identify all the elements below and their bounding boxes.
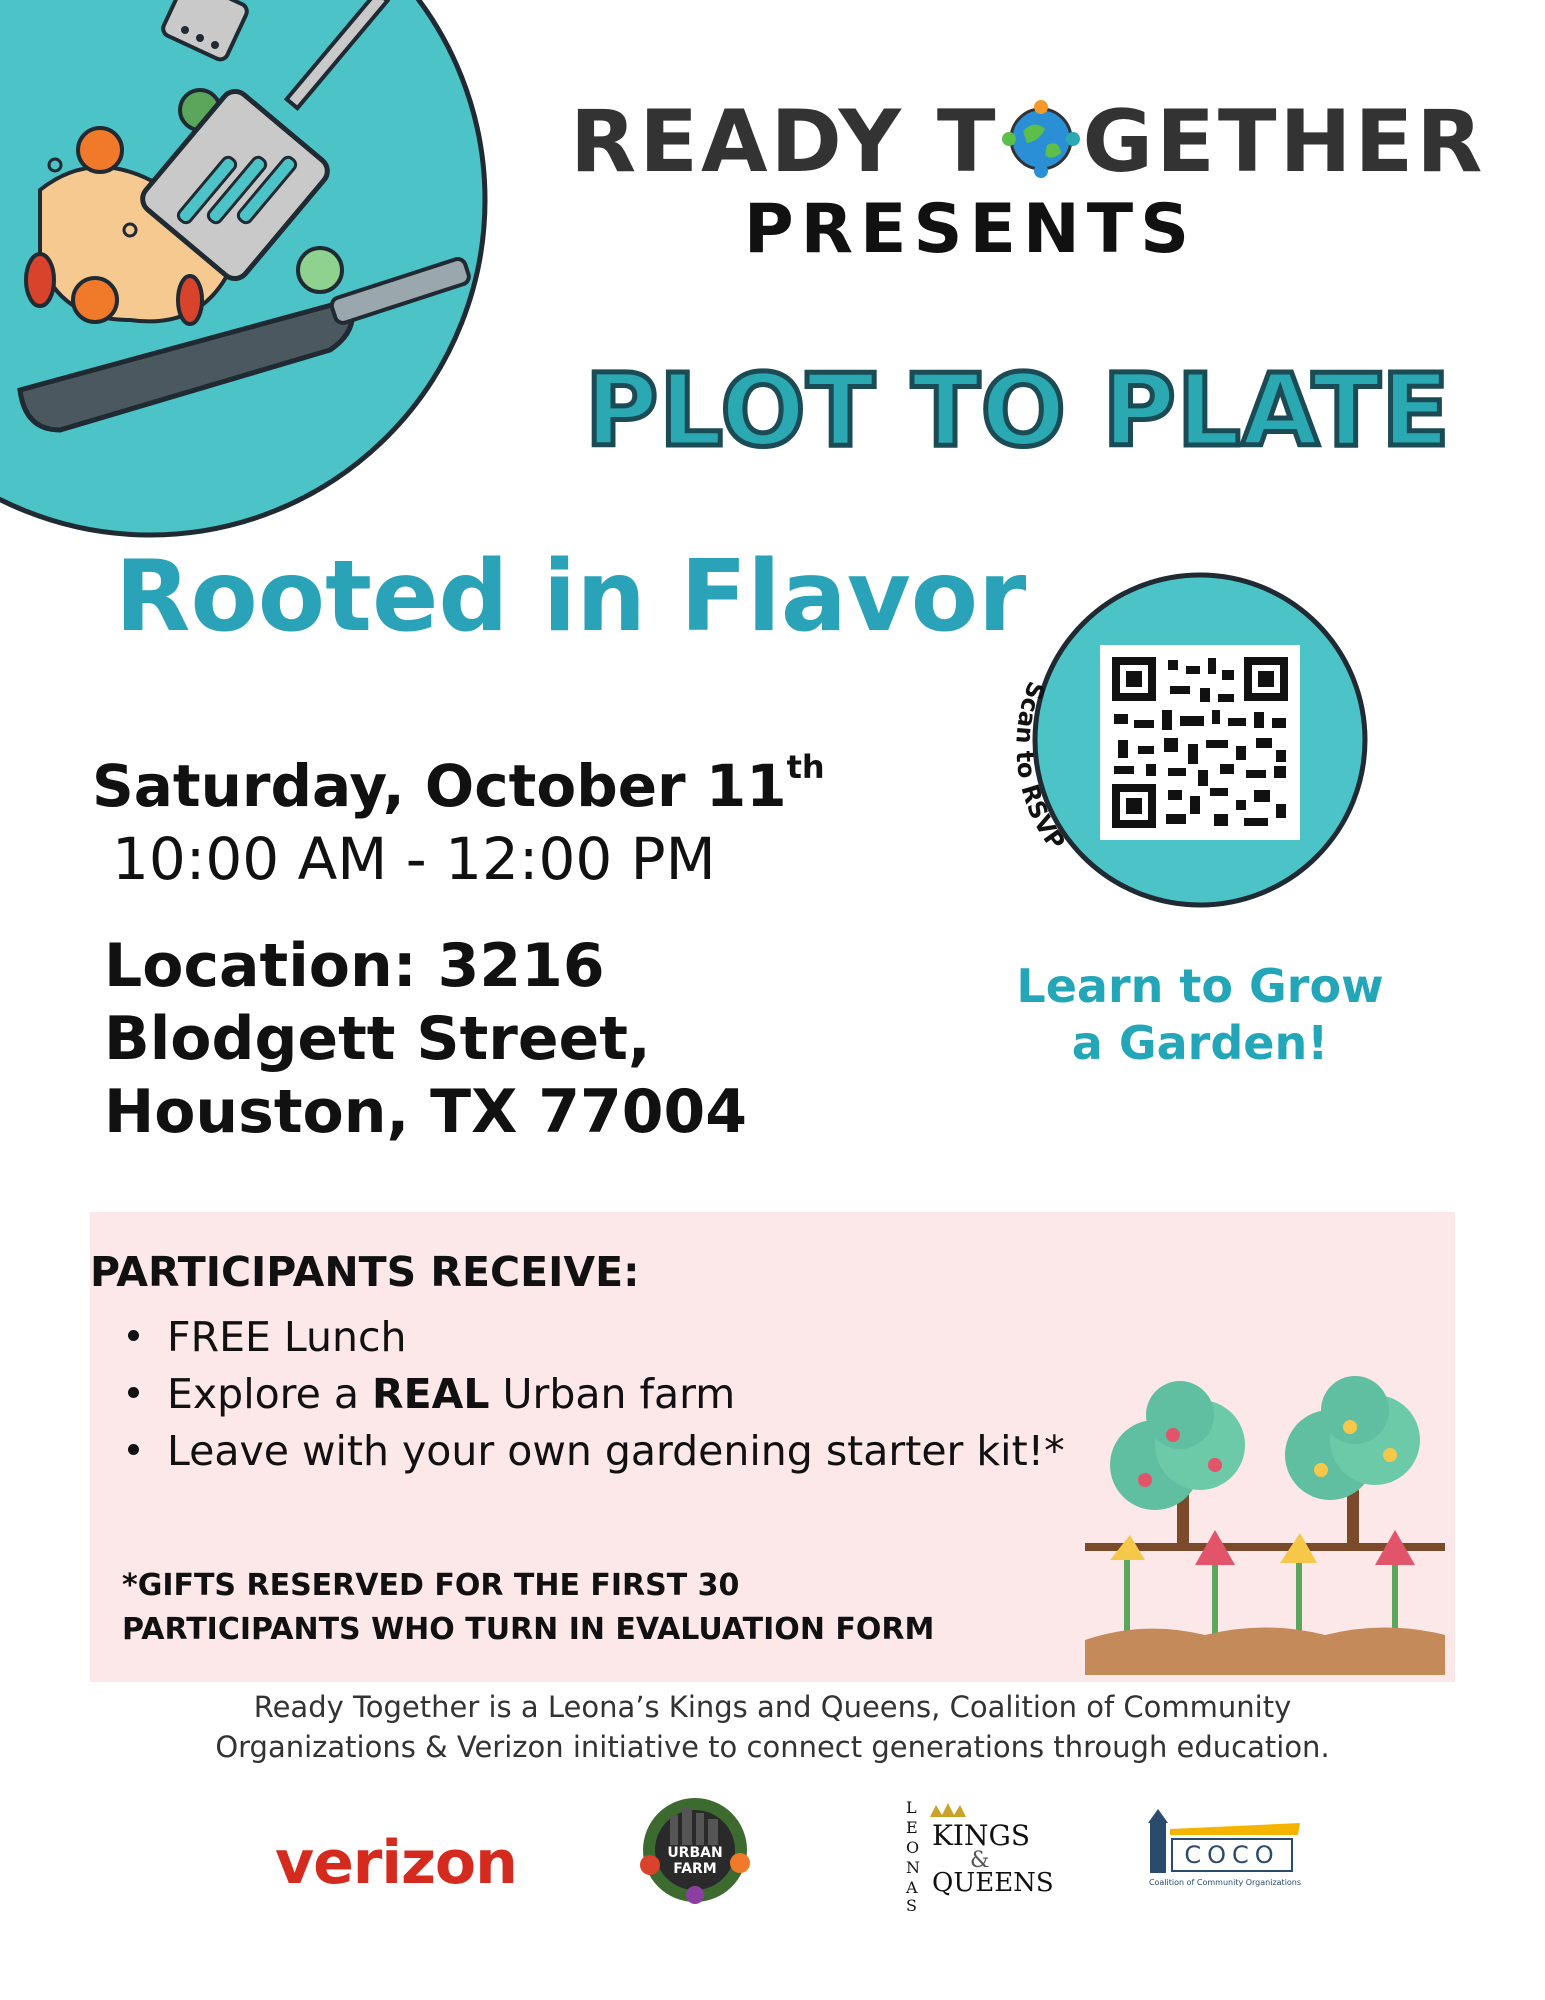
cooking-pan-illustration: [0, 0, 500, 500]
footer-text: Ready Together is a Leona’s Kings and Queens, Coalition of Community: [253, 1690, 1292, 1724]
date-suffix: th: [786, 748, 825, 786]
urban-farm-logo: [630, 1795, 760, 1905]
svg-text:KINGS: KINGS: [932, 1819, 1031, 1852]
verizon-logo: verizon: [275, 1828, 517, 1898]
bullet-dot: [128, 1330, 139, 1341]
location-line: Houston, TX 77004: [104, 1077, 747, 1147]
rsvp-qr-badge[interactable]: [1000, 570, 1380, 920]
gift-note: PARTICIPANTS WHO TURN IN EVALUATION FORM: [122, 1612, 935, 1647]
svg-text:FARM: FARM: [673, 1861, 717, 1877]
svg-text:E: E: [906, 1818, 918, 1837]
svg-text:QUEENS: QUEENS: [932, 1868, 1054, 1898]
presents-text: PRESENTS: [743, 190, 1197, 269]
learn-to-grow-tagline: [990, 958, 1410, 1072]
scan-to-rsvp-label: Scan to RSVP: [1010, 677, 1071, 856]
garden-illustration: [1085, 1385, 1445, 1675]
wordmark-part-b: GETHER: [1082, 92, 1486, 192]
kings-and-queens-logo: [900, 1795, 1054, 1915]
gift-note: *GIFTS RESERVED FOR THE FIRST 30: [122, 1568, 740, 1603]
svg-text:O: O: [906, 1838, 920, 1857]
svg-text:A: A: [906, 1878, 918, 1897]
svg-text:COCO: COCO: [1184, 1841, 1280, 1869]
benefit-item: Explore a REAL Urban farm: [128, 1370, 735, 1418]
svg-text:N: N: [906, 1858, 920, 1877]
event-title: PLOT TO PLATE: [585, 352, 1451, 469]
svg-text:URBAN: URBAN: [667, 1845, 723, 1861]
svg-text:L: L: [906, 1798, 917, 1817]
tagline-line: a Garden!: [1071, 1016, 1329, 1070]
participants-heading: PARTICIPANTS RECEIVE:: [90, 1248, 640, 1296]
event-location: [104, 930, 784, 1149]
benefit-item: FREE Lunch: [128, 1313, 407, 1361]
globe-icon: [1001, 99, 1081, 179]
wordmark-part-a: READY T: [570, 92, 999, 192]
svg-text:&: &: [970, 1848, 990, 1873]
bullet-dot: [128, 1387, 139, 1398]
event-date: [92, 748, 825, 820]
svg-text:S: S: [906, 1896, 917, 1915]
coco-logo: [1140, 1805, 1310, 1895]
event-date-text: Saturday, October 11: [92, 752, 787, 820]
benefit-item: Leave with your own gardening starter kit!*: [128, 1427, 1065, 1475]
svg-text:Coalition of Community Organiz: Coalition of Community Organizations: [1148, 1878, 1302, 1887]
bullet-dot: [128, 1444, 139, 1455]
location-line: Location: 3216: [104, 931, 605, 1001]
tagline-line: Learn to Grow: [1016, 959, 1384, 1013]
event-subtitle: Rooted in Flavor: [115, 540, 1027, 654]
location-line: Blodgett Street,: [104, 1004, 651, 1074]
event-time: 10:00 AM - 12:00 PM: [112, 825, 716, 893]
footer-text: Organizations & Verizon initiative to connect generations through education.: [215, 1730, 1330, 1764]
ready-together-wordmark: [570, 92, 1486, 192]
